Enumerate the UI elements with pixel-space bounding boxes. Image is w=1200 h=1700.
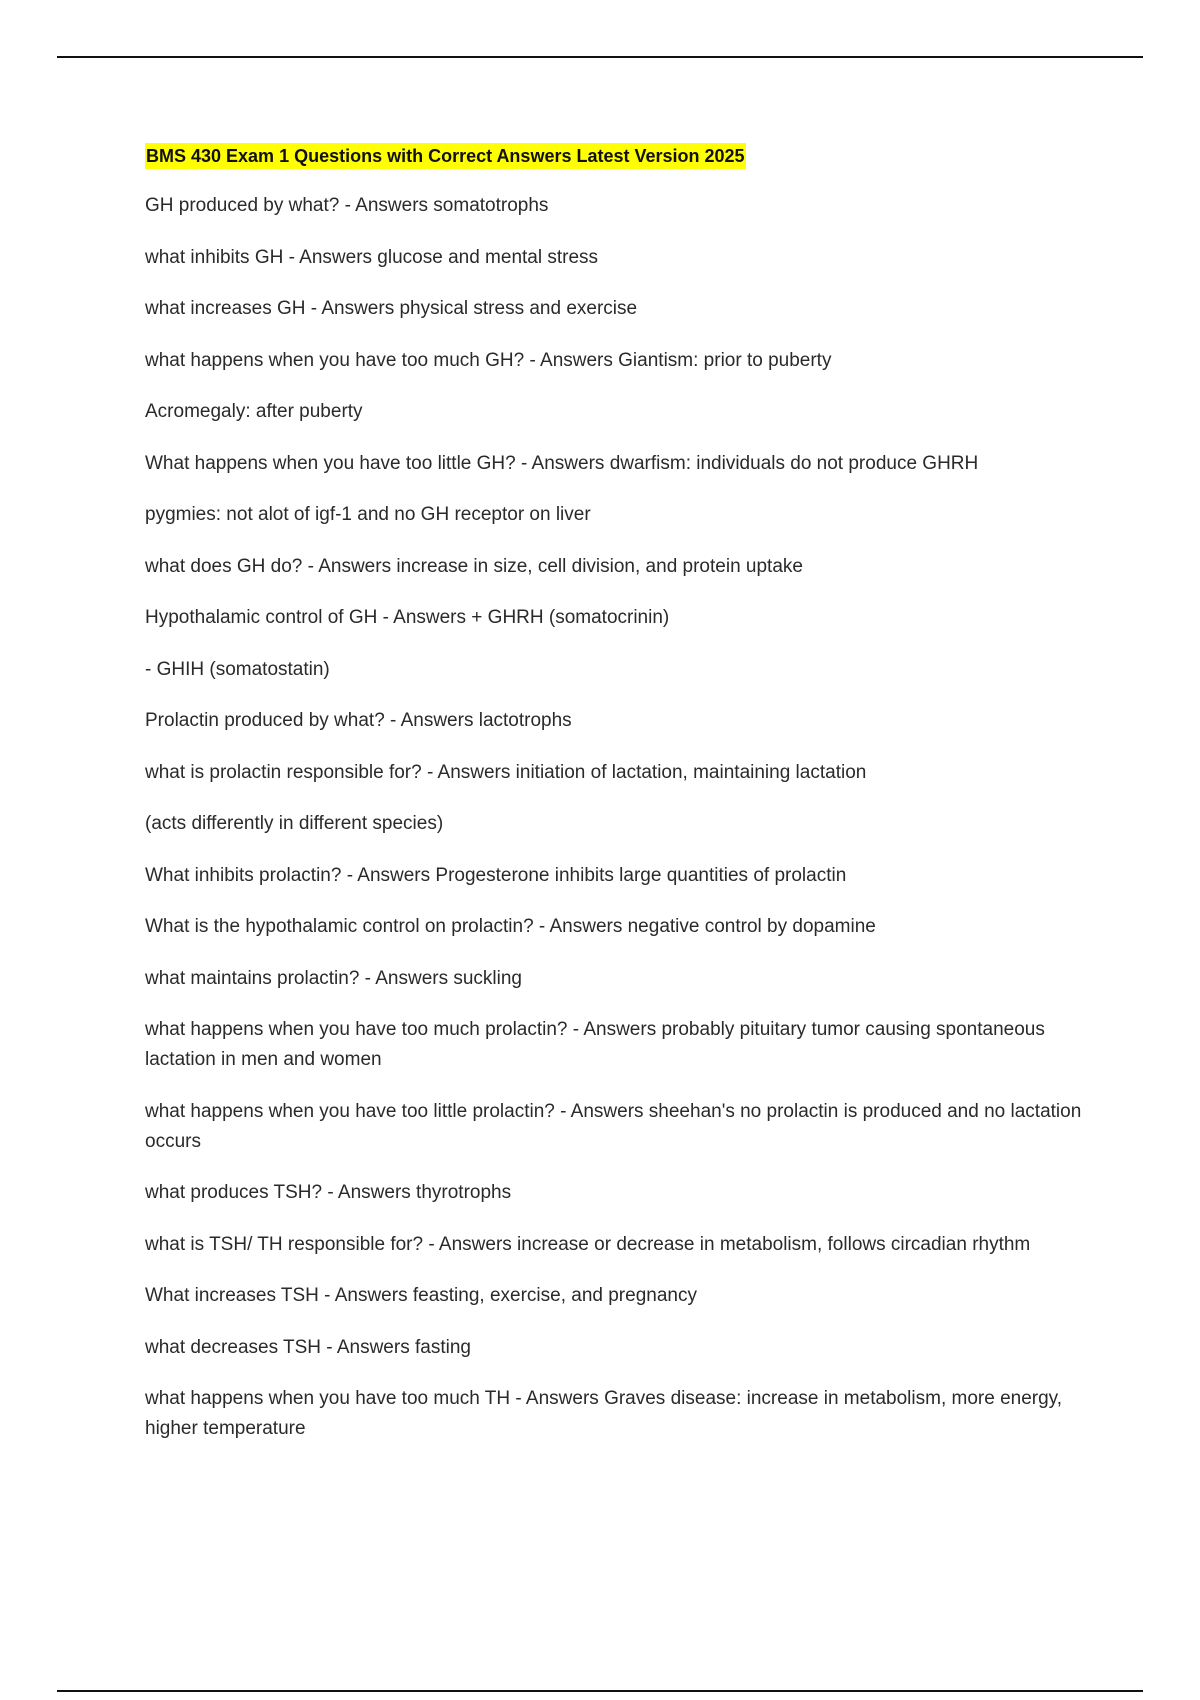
- qa-line: What happens when you have too little GH? - Answers dwarfism: individuals do not produce GHRH: [145, 452, 979, 474]
- qa-line: what inhibits GH - Answers glucose and mental stress: [145, 246, 599, 268]
- qa-line: What increases TSH - Answers feasting, exercise, and pregnancy: [145, 1285, 697, 1306]
- document-title: BMS 430 Exam 1 Questions with Correct Answers Latest Version 2025: [145, 143, 746, 169]
- qa-line: what happens when you have too much GH? - Answers Giantism: prior to puberty: [145, 349, 832, 371]
- qa-line: what happens when you have too little prolactin? - Answers sheehan's no prolactin is produced and no lactation occurs: [145, 1100, 1082, 1152]
- qa-line: what is prolactin responsible for? - Answers initiation of lactation, maintaining lactation: [145, 761, 867, 783]
- qa-line: what maintains prolactin? - Answers suckling: [145, 967, 523, 989]
- qa-line: Hypothalamic control of GH - Answers + GHRH (somatocrinin): [145, 607, 670, 628]
- header-rule: [57, 56, 1143, 58]
- qa-line: what increases GH - Answers physical stress and exercise: [145, 298, 638, 319]
- qa-line: what is TSH/ TH responsible for? - Answers increase or decrease in metabolism, follows circadian rhythm: [145, 1233, 1031, 1255]
- document-body: [145, 143, 1095, 1466]
- qa-line: what happens when you have too much prolactin? - Answers probably pituitary tumor causing spontaneous lactation in men and women: [145, 1019, 1045, 1070]
- qa-line: what does GH do? - Answers increase in size, cell division, and protein uptake: [145, 555, 803, 577]
- qa-line: (acts differently in different species): [145, 813, 444, 834]
- qa-line: Prolactin produced by what? - Answers lactotrophs: [145, 710, 572, 731]
- qa-line: GH produced by what? - Answers somatotrophs: [145, 195, 549, 216]
- qa-line: What inhibits prolactin? - Answers Progesterone inhibits large quantities of prolactin: [145, 864, 847, 886]
- qa-line: what produces TSH? - Answers thyrotrophs: [145, 1182, 512, 1203]
- qa-line: what decreases TSH - Answers fasting: [145, 1336, 471, 1358]
- footer-rule: [57, 1690, 1143, 1692]
- qa-line: pygmies: not alot of igf-1 and no GH receptor on liver: [145, 504, 591, 525]
- qa-line: What is the hypothalamic control on prolactin? - Answers negative control by dopamine: [145, 916, 876, 937]
- qa-line: Acromegaly: after puberty: [145, 401, 363, 422]
- qa-line: what happens when you have too much TH - Answers Graves disease: increase in metabolism, more energy, higher temperature: [145, 1388, 1063, 1439]
- qa-line: - GHIH (somatostatin): [145, 658, 330, 680]
- qa-list: [145, 191, 1095, 1444]
